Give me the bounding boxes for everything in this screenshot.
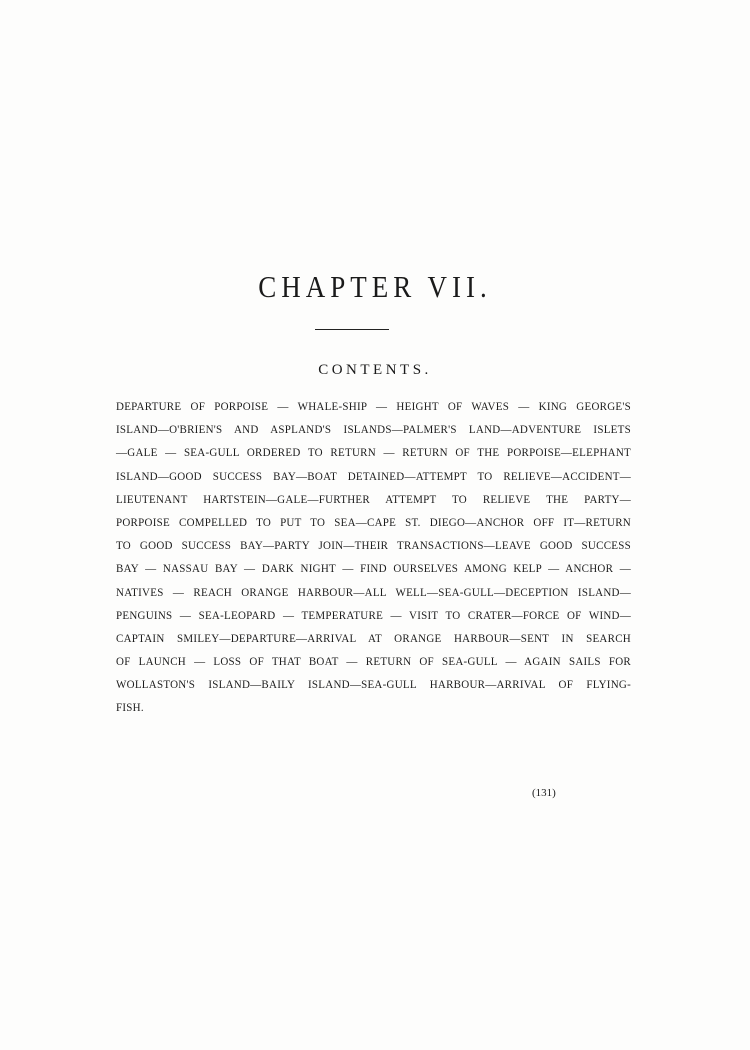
- contents-line: TO GOOD SUCCESS BAY—PARTY JOIN—THEIR TRANSACTIONS—LEAVE GOOD SUCCESS: [116, 539, 631, 553]
- contents-line: PENGUINS — SEA-LEOPARD — TEMPERATURE — VISIT TO CRATER—FORCE OF WIND—: [116, 609, 631, 623]
- contents-line: WOLLASTON'S ISLAND—BAILY ISLAND—SEA-GULL HARBOUR—ARRIVAL OF FLYING-: [116, 678, 631, 692]
- contents-line: FISH.: [116, 701, 144, 715]
- contents-line: NATIVES — REACH ORANGE HARBOUR—ALL WELL—SEA-GULL—DECEPTION ISLAND—: [116, 585, 631, 599]
- page-number: (131): [532, 787, 556, 799]
- contents-line: ISLAND—GOOD SUCCESS BAY—BOAT DETAINED—ATTEMPT TO RELIEVE—ACCIDENT—: [116, 470, 631, 483]
- contents-heading: CONTENTS.: [318, 362, 432, 378]
- contents-line: ISLAND—O'BRIEN'S AND ASPLAND'S ISLANDS—PALMER'S LAND—ADVENTURE ISLETS: [116, 423, 631, 437]
- contents-line: PORPOISE COMPELLED TO PUT TO SEA—CAPE ST. DIEGO—ANCHOR OFF IT—RETURN: [116, 516, 631, 530]
- contents-line: LIEUTENANT HARTSTEIN—GALE—FURTHER ATTEMPT TO RELIEVE THE PARTY—: [116, 493, 631, 507]
- contents-line: DEPARTURE OF PORPOISE — WHALE-SHIP — HEIGHT OF WAVES — KING GEORGE'S: [116, 400, 631, 414]
- contents-text: [116, 396, 631, 721]
- chapter-title: CHAPTER VII.: [258, 270, 492, 304]
- contents-line: OF LAUNCH — LOSS OF THAT BOAT — RETURN OF SEA-GULL — AGAIN SAILS FOR: [116, 655, 631, 669]
- title-divider: [315, 329, 389, 330]
- contents-line: —GALE — SEA-GULL ORDERED TO RETURN — RETURN OF THE PORPOISE—ELEPHANT: [116, 446, 631, 460]
- contents-line: BAY — NASSAU BAY — DARK NIGHT — FIND OURSELVES AMONG KELP — ANCHOR —: [116, 562, 631, 576]
- contents-line: CAPTAIN SMILEY—DEPARTURE—ARRIVAL AT ORANGE HARBOUR—SENT IN SEARCH: [116, 632, 631, 646]
